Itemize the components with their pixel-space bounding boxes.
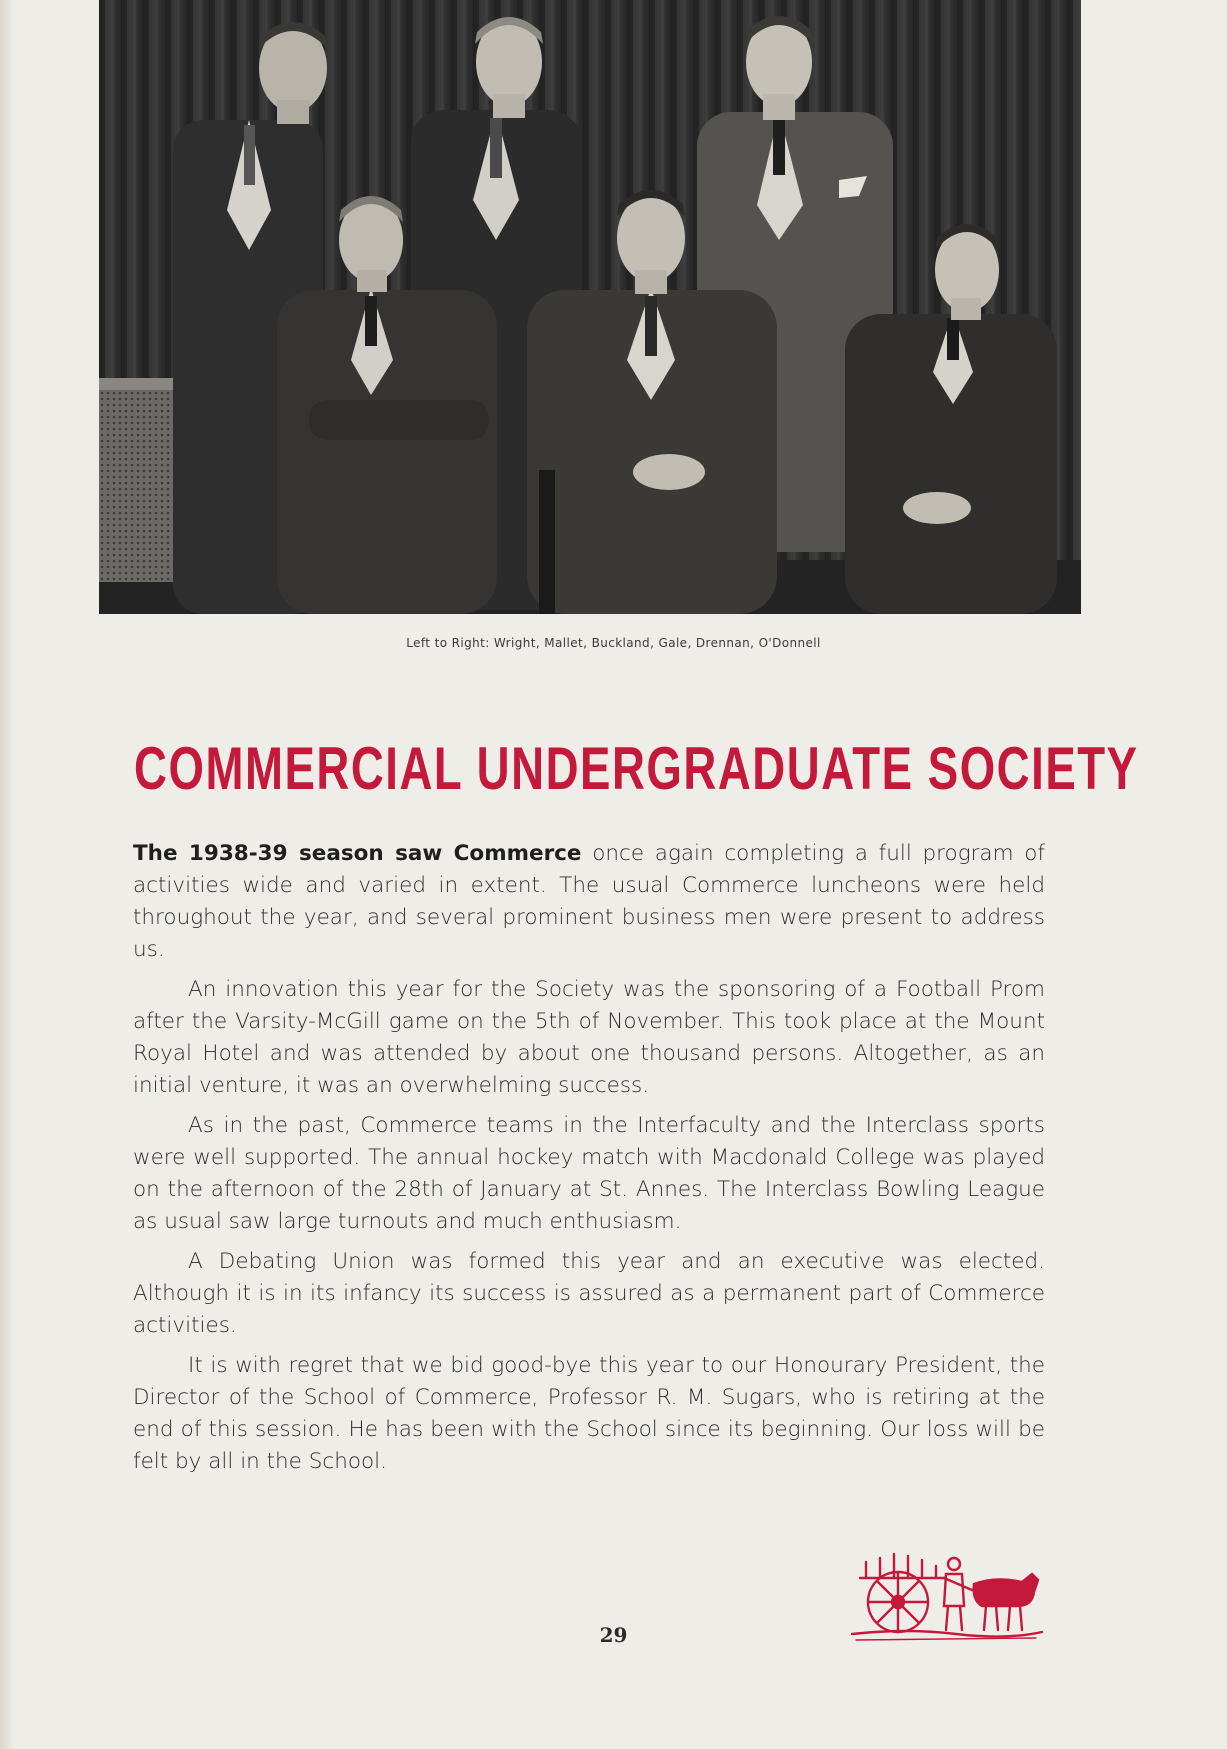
paragraph-1-text: once again completing a full program of activities wide and varied in extent. The usual Commerce luncheons were held throughout the year, and several prominent business men were present to address us.	[133, 841, 1045, 962]
page-edge	[0, 0, 14, 1749]
paragraph-2: An innovation this year for the Society was the sponsoring of a Football Prom after the Varsity-McGill game on the 5th of November. This took place at the Mount Royal Hotel and was attended by about one thousand persons. Altogether, as an initial venture, it was an overwhelming success.	[133, 977, 1045, 1098]
article-body	[133, 838, 1045, 1486]
paragraph-3: As in the past, Commerce teams in the Interfaculty and the Interclass sports were well supported. The annual hockey match with Macdonald College was played on the afternoon of the 28th of January at St. Annes. The Interclass Bowling League as usual saw large turnouts and much enthusiasm.	[133, 1113, 1045, 1234]
article-title: COMMERCIAL UNDERGRADUATE SOCIETY	[134, 735, 1139, 802]
paragraph-5: It is with regret that we bid good-bye this year to our Honourary President, the Director of the School of Commerce, Professor R. M. Sugars, who is retiring at the end of this session. He has been with the School since its beginning. Our loss will be felt by all in the School.	[133, 1353, 1045, 1474]
paragraph-4: A Debating Union was formed this year and an executive was elected. Although it is in its infancy its success is assured as a permanent part of Commerce activities.	[133, 1249, 1045, 1338]
page-number: 29	[599, 1623, 628, 1647]
farm-emblem-icon	[846, 1544, 1046, 1644]
photo-caption: Left to Right: Wright, Mallet, Buckland, Gale, Drennan, O'Donnell	[406, 636, 821, 650]
paragraph-1	[133, 838, 1045, 966]
lead-in: The 1938-39 season saw Commerce	[133, 841, 582, 866]
group-photo	[99, 0, 1081, 614]
